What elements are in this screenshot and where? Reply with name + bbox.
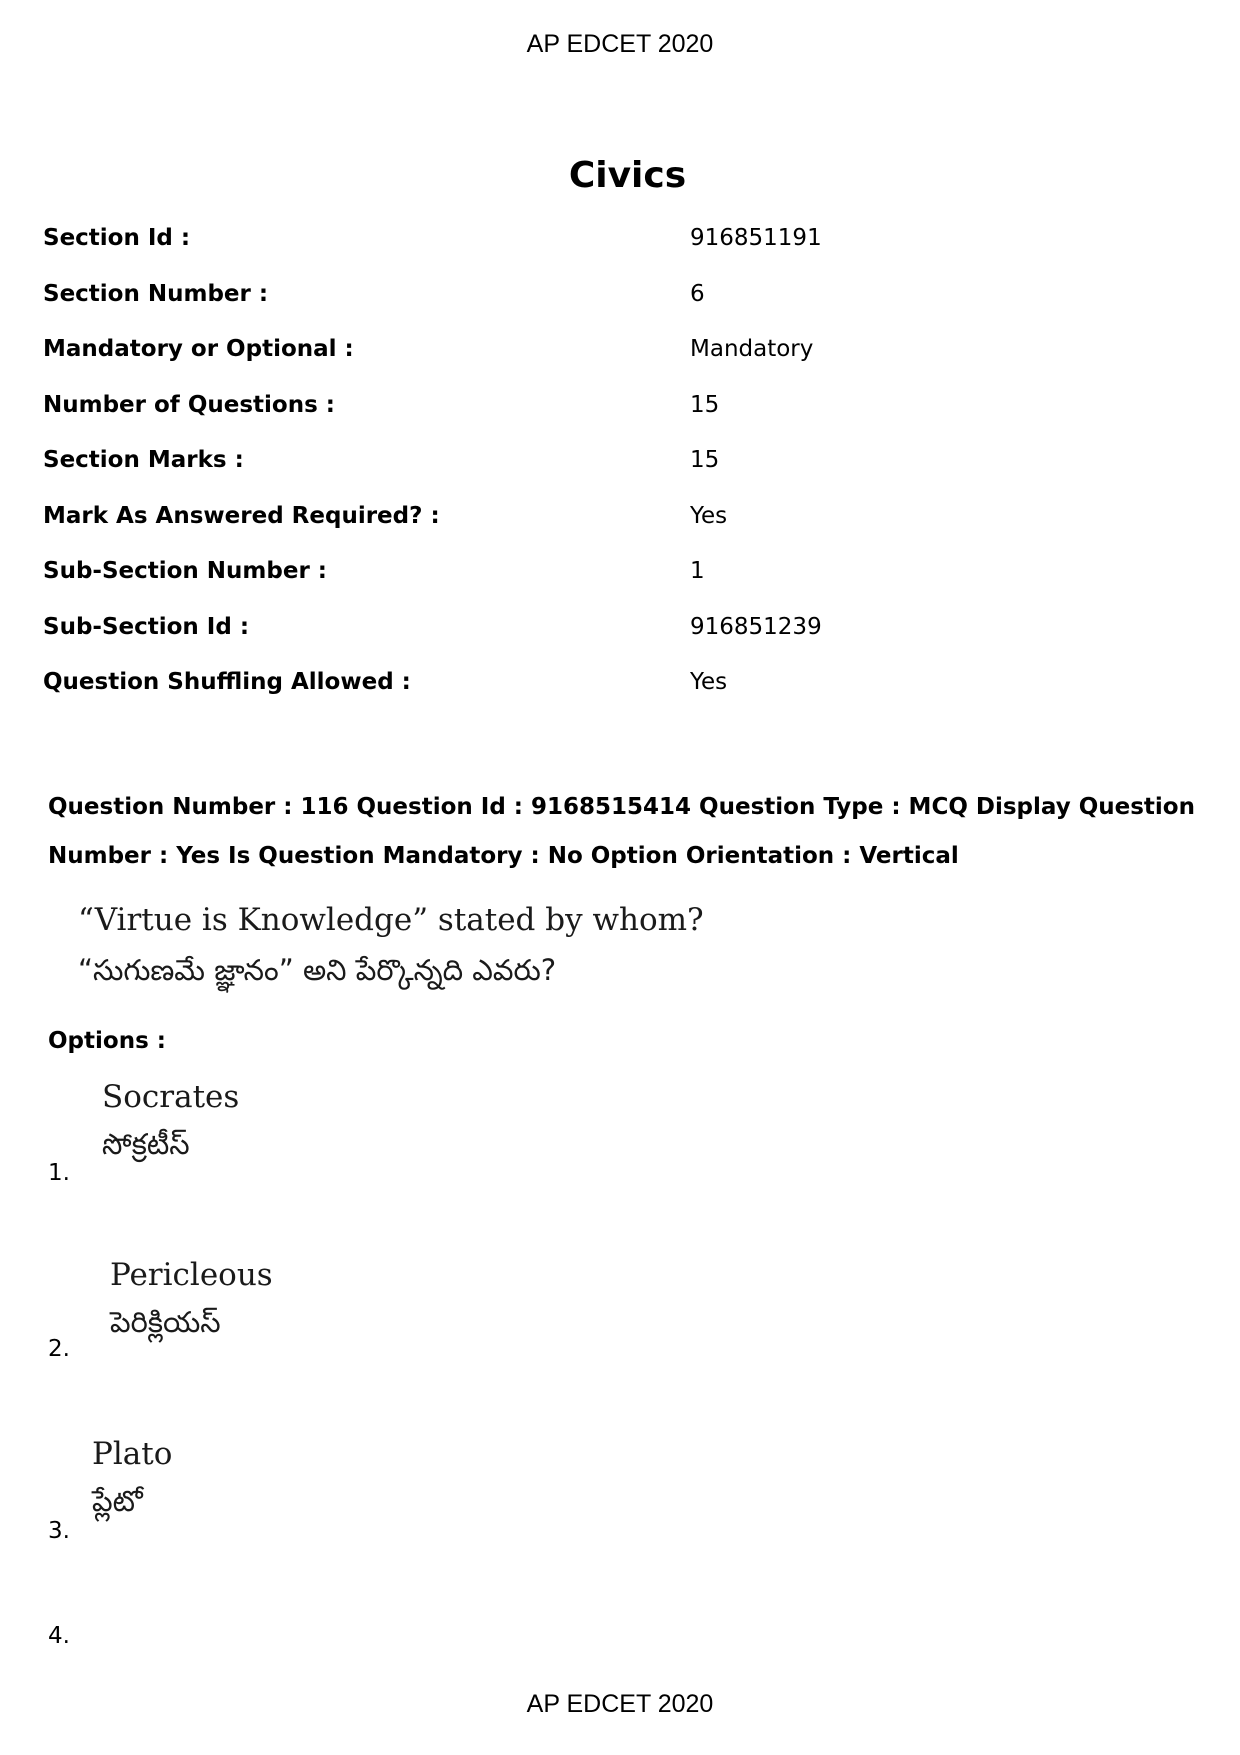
question-text-english: “Virtue is Knowledge” stated by whom? bbox=[78, 902, 704, 938]
option-content bbox=[92, 1432, 172, 1526]
field-label: Section Marks : bbox=[43, 447, 244, 473]
question-text-telugu: “సుగుణమే జ్ఞానం” అని పేర్కొన్నది ఎవరు? bbox=[78, 953, 557, 987]
field-value: Mandatory bbox=[690, 336, 814, 362]
option-content bbox=[102, 1075, 239, 1169]
field-label: Sub-Section Id : bbox=[43, 613, 250, 640]
field-label: Question Shuffling Allowed : bbox=[43, 669, 411, 695]
field-label: Mark As Answered Required? : bbox=[43, 502, 440, 529]
option-number: 4. bbox=[48, 1623, 70, 1649]
section-details bbox=[43, 225, 1193, 725]
option-text-telugu: ప్లేటో bbox=[92, 1484, 143, 1518]
field-value: Yes bbox=[690, 669, 728, 695]
page-header: AP EDCET 2020 bbox=[526, 30, 714, 58]
field-value: 916851239 bbox=[690, 613, 822, 640]
question-text bbox=[78, 895, 704, 995]
field-label: Section Id : bbox=[43, 225, 191, 251]
option-content bbox=[110, 1253, 273, 1347]
field-label: Number of Questions : bbox=[43, 391, 335, 418]
question-header bbox=[48, 783, 1208, 881]
mark-as-answered-row bbox=[43, 503, 1193, 559]
sub-section-id-row bbox=[43, 614, 1193, 670]
field-value: 1 bbox=[690, 558, 705, 584]
options-label: Options : bbox=[48, 1028, 166, 1054]
field-value: 15 bbox=[690, 391, 720, 418]
option-1[interactable] bbox=[48, 1075, 648, 1195]
section-marks-row bbox=[43, 447, 1193, 503]
field-label: Section Number : bbox=[43, 280, 269, 307]
field-label: Mandatory or Optional : bbox=[43, 336, 354, 362]
option-text-english: Socrates bbox=[102, 1079, 240, 1115]
sub-section-number-row bbox=[43, 558, 1193, 614]
section-id-row bbox=[43, 225, 1193, 281]
question-header-line: Number : Yes Is Question Mandatory : No Option Orientation : Vertical bbox=[48, 843, 959, 869]
number-of-questions-row bbox=[43, 392, 1193, 448]
option-4[interactable] bbox=[48, 1623, 648, 1663]
question-header-line: Question Number : 116 Question Id : 9168515414 Question Type : MCQ Display Question bbox=[48, 794, 1195, 820]
option-3[interactable] bbox=[48, 1432, 648, 1552]
option-text-english: Plato bbox=[92, 1436, 173, 1472]
option-number: 1. bbox=[48, 1160, 70, 1186]
option-2[interactable] bbox=[48, 1253, 648, 1373]
question-shuffling-row bbox=[43, 669, 1193, 725]
option-number: 2. bbox=[48, 1336, 70, 1362]
option-text-telugu: పెరిక్లియస్ bbox=[110, 1305, 221, 1339]
field-value: 15 bbox=[690, 447, 720, 473]
option-text-english: Pericleous bbox=[110, 1257, 273, 1293]
section-title: Civics bbox=[568, 155, 687, 196]
section-number-row bbox=[43, 281, 1193, 337]
page-footer: AP EDCET 2020 bbox=[526, 1690, 714, 1718]
field-label: Sub-Section Number : bbox=[43, 558, 328, 584]
field-value: Yes bbox=[690, 502, 728, 529]
field-value: 916851191 bbox=[690, 225, 822, 251]
option-number: 3. bbox=[48, 1518, 70, 1544]
mandatory-row bbox=[43, 336, 1193, 392]
option-text-telugu: సోక్రటీస్ bbox=[102, 1127, 190, 1161]
field-value: 6 bbox=[690, 280, 705, 307]
